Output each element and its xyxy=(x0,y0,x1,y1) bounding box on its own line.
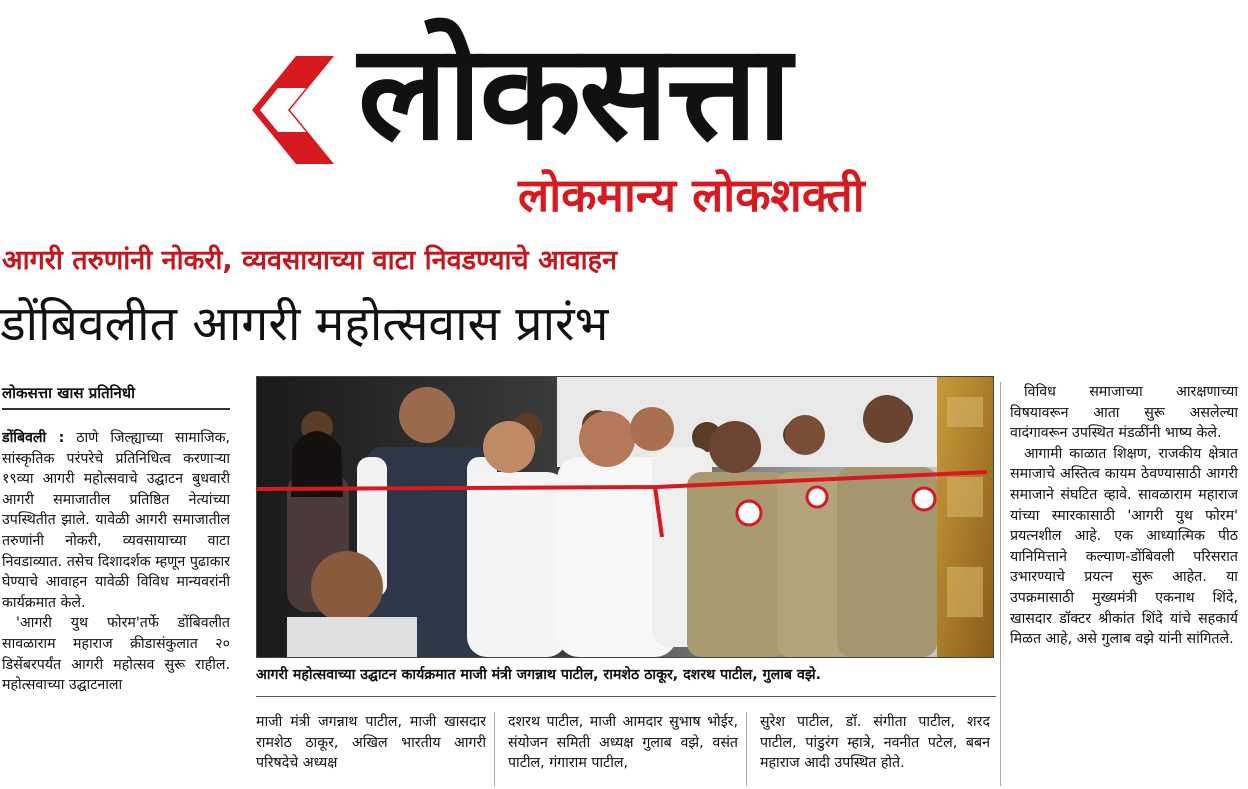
article-column-bottom-1 xyxy=(256,712,486,786)
paragraph-text: ठाणे जिल्ह्याच्या सामाजिक, सांस्कृतिक परंपरेचे प्रतिनिधित्व करणाऱ्या १९व्या आगरी महोत्सवाचे उद्घाटन बुधवारी आगरी समाजातील प्रतिष्ठित नेत्यांच्या उपस्थितीत झाले. यावेळी आगरी समाजातील तरुणांनी नोकरी, व्यवसायाच्या वाटा निवडाव्यात. तसेच दिशादर्शक म्हणून पुढाकार घेण्याचे आवाहन यावेळी विविध मान्यवरांनी कार्यक्रमात केले. xyxy=(2,430,230,611)
paragraph: 'आगरी युथ फोरम'तर्फे डोंबिवलीत सावळाराम महाराज क्रीडासंकुलात २० डिसेंबरपर्यंत आगरी महोत्सव सुरू राहील. महोत्सवाच्या उद्घाटनाला xyxy=(2,615,230,694)
article-column-right xyxy=(1010,382,1238,786)
logo-stripes-icon xyxy=(238,50,348,170)
article-photo xyxy=(256,376,994,658)
paragraph: विविध समाजाच्या आरक्षणाच्या विषयावरून आता सुरू असलेल्या वादंगावरून उपस्थित मंडळींनी भाष्य केले. xyxy=(1010,384,1238,442)
article-kicker: आगरी तरुणांनी नोकरी, व्यवसायाच्या वाटा निवडण्याचे आवाहन xyxy=(2,245,617,276)
paragraph xyxy=(2,428,230,613)
paragraph: सुरेश पाटील, डॉ. संगीता पाटील, शरद पाटील, पांडुरंग म्हात्रे, नवनीत पटेल, बबन महाराज आदी उपस्थित होते. xyxy=(760,714,990,772)
logo-tagline: लोकमान्य लोकशक्ती xyxy=(518,168,865,222)
divider xyxy=(494,712,495,786)
photo-illustration xyxy=(257,377,993,657)
divider xyxy=(256,696,996,697)
paragraph: आगामी काळात शिक्षण, राजकीय क्षेत्रात समाजाचे अस्तित्व कायम ठेवण्यासाठी आगरी समाजाने संघटित व्हावे. सावळाराम महाराज यांच्या स्मारकासाठी 'आगरी युथ फोरम' प्रयत्नशील आहे. एक आध्यात्मिक पीठ यानिमित्ताने कल्याण-डोंबिवली परिसरात उभारण्याचे प्रयत्न सुरू आहेत. या उपक्रमासाठी मुख्यमंत्री एकनाथ शिंदे, खासदार डॉक्टर श्रीकांत शिंदे यांचे सहकार्य मिळत आहे, असे गुलाब वझे यांनी सांगितले. xyxy=(1010,445,1238,648)
divider xyxy=(746,712,747,786)
article-column-left xyxy=(2,428,230,784)
article-column-bottom-3 xyxy=(760,712,990,786)
article-byline: लोकसत्ता खास प्रतिनिधी xyxy=(2,382,230,410)
masthead xyxy=(0,0,1248,230)
article-column-bottom-2 xyxy=(508,712,738,786)
photo-caption: आगरी महोत्सवाच्या उद्घाटन कार्यक्रमात माजी मंत्री जगन्नाथ पाटील, रामशेठ ठाकूर, दशरथ पाटील, गुलाब वझे. xyxy=(256,667,821,683)
article-headline: डोंबिवलीत आगरी महोत्सवास प्रारंभ xyxy=(0,296,609,352)
dateline: डोंबिवली : xyxy=(2,430,65,446)
paragraph: दशरथ पाटील, माजी आमदार सुभाष भोईर, संयोजन समिती अध्यक्ष गुलाब वझे, वसंत पाटील, गंगाराम पाटील, xyxy=(508,714,738,772)
logo-wordmark: लोकसत्ता xyxy=(358,16,790,170)
paragraph: माजी मंत्री जगन्नाथ पाटील, माजी खासदार रामशेठ ठाकूर, अखिल भारतीय आगरी परिषदेचे अध्यक्ष xyxy=(256,714,486,772)
divider xyxy=(1000,382,1001,786)
